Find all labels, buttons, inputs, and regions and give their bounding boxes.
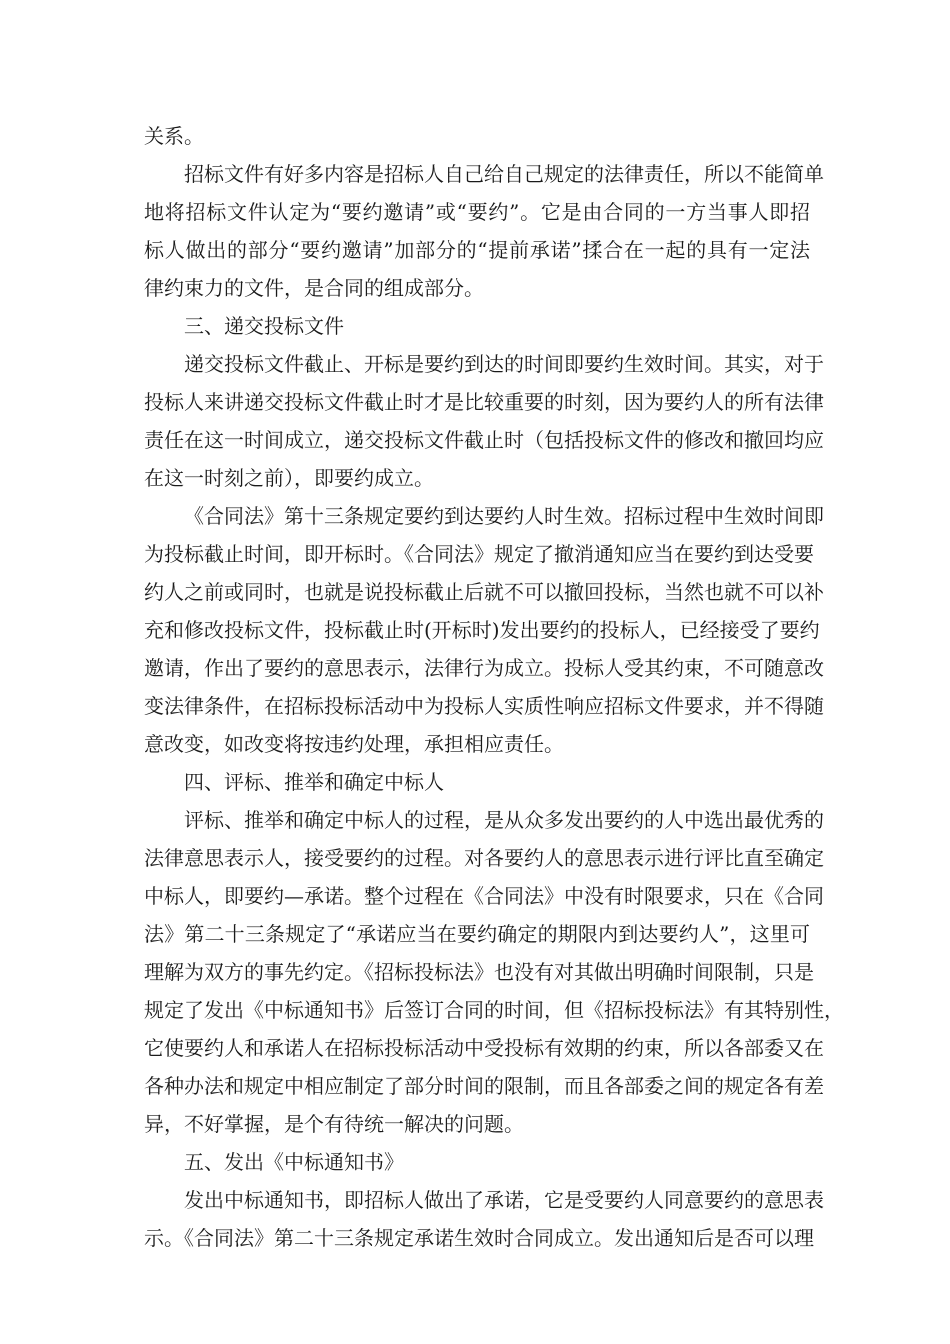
section-heading: 五、发出《中标通知书》 (184, 1150, 404, 1174)
text-line: 示。《合同法》第二十三条规定承诺生效时合同成立。发出通知后是否可以理 (144, 1226, 814, 1250)
paragraph-first-line: 招标文件有好多内容是招标人自己给自己规定的法律责任，所以不能简单 (184, 162, 824, 186)
text-line: 律约束力的文件，是合同的组成部分。 (144, 276, 484, 300)
paragraph-first-line: 发出中标通知书，即招标人做出了承诺，它是受要约人同意要约的意思表 (184, 1188, 824, 1212)
text-line: 邀请，作出了要约的意思表示，法律行为成立。投标人受其约束，不可随意改 (144, 656, 824, 680)
text-line: 地将招标文件认定为“要约邀请”或“要约”。它是由合同的一方当事人即招 (144, 200, 810, 224)
text-line: 法律意思表示人，接受要约的过程。对各要约人的意思表示进行评比直至确定 (144, 846, 824, 870)
text-line: 它使要约人和承诺人在招标投标活动中受投标有效期的约束，所以各部委又在 (144, 1036, 824, 1060)
paragraph-first-line: 递交投标文件截止、开标是要约到达的时间即要约生效时间。其实，对于 (184, 352, 824, 376)
text-line: 意改变，如改变将按违约处理，承担相应责任。 (144, 732, 564, 756)
paragraph-first-line: 评标、推举和确定中标人的过程，是从众多发出要约的人中选出最优秀的 (184, 808, 824, 832)
text-line: 中标人，即要约—承诺。整个过程在《合同法》中没有时限要求，只在《合同 (144, 884, 824, 908)
text-line: 关系。 (144, 124, 204, 148)
text-line: 变法律条件，在招标投标活动中为投标人实质性响应招标文件要求，并不得随 (144, 694, 824, 718)
text-line: 各种办法和规定中相应制定了部分时间的限制，而且各部委之间的规定各有差 (144, 1074, 824, 1098)
paragraph-first-line: 《合同法》第十三条规定要约到达要约人时生效。招标过程中生效时间即 (184, 504, 824, 528)
text-line: 异，不好掌握，是个有待统一解决的问题。 (144, 1112, 524, 1136)
section-heading: 三、递交投标文件 (184, 314, 344, 338)
text-line: 标人做出的部分“要约邀请”加部分的“提前承诺”揉合在一起的具有一定法 (144, 238, 810, 262)
text-line: 在这一时刻之前），即要约成立。 (144, 466, 434, 490)
text-line: 为投标截止时间，即开标时。《合同法》规定了撤消通知应当在要约到达受要 (144, 542, 814, 566)
text-line: 充和修改投标文件，投标截止时(开标时)发出要约的投标人，已经接受了要约 (144, 618, 820, 642)
text-line: 约人之前或同时，也就是说投标截止后就不可以撤回投标，当然也就不可以补 (144, 580, 824, 604)
text-line: 理解为双方的事先约定。《招标投标法》也没有对其做出明确时间限制，只是 (144, 960, 814, 984)
text-line: 投标人来讲递交投标文件截止时才是比较重要的时刻，因为要约人的所有法律 (144, 390, 824, 414)
text-line: 规定了发出《中标通知书》后签订合同的时间，但《招标投标法》有其特别性， (144, 998, 844, 1022)
text-line: 法》第二十三条规定了“承诺应当在要约确定的期限内到达要约人”，这里可 (144, 922, 810, 946)
section-heading: 四、评标、推举和确定中标人 (184, 770, 444, 794)
text-line: 责任在这一时间成立，递交投标文件截止时（包括投标文件的修改和撤回均应 (144, 428, 824, 452)
